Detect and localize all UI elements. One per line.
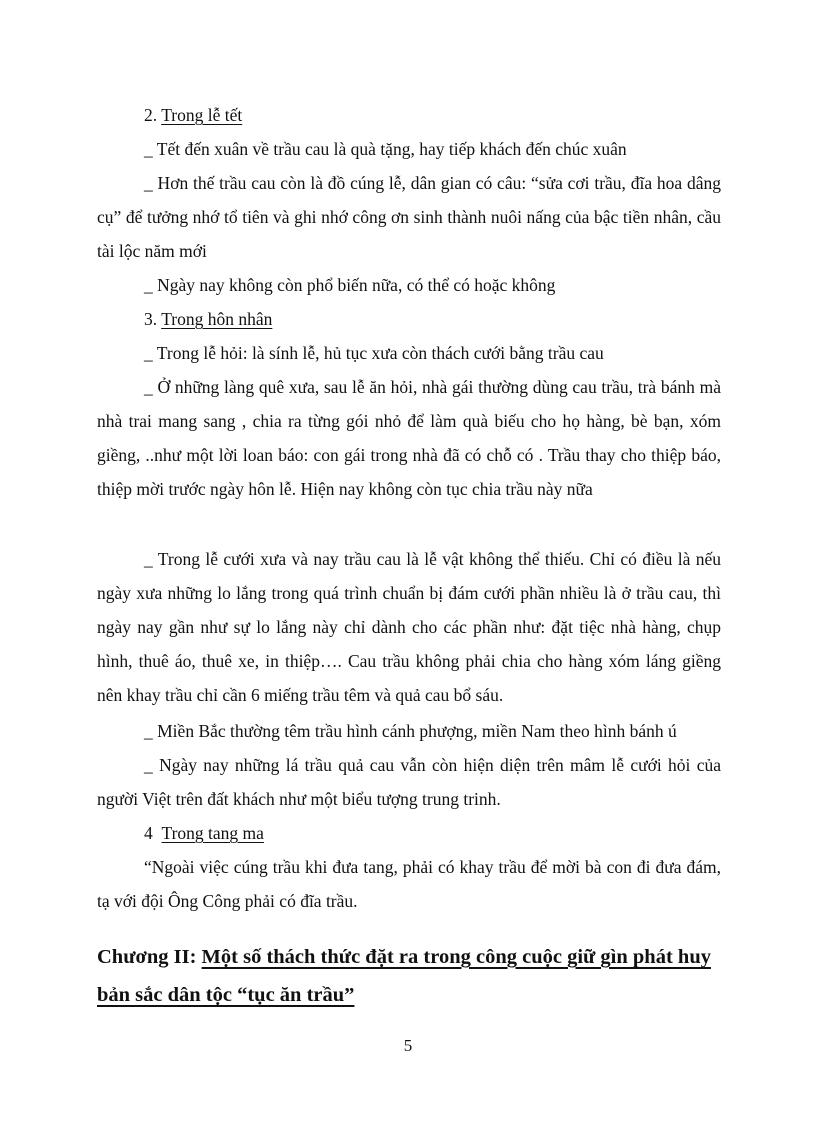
section-number: 2. [144, 105, 158, 125]
paragraph-hon-5: _ Ngày nay những lá trầu quả cau vẫn còn hiện diện trên mâm lễ cưới hỏi của người Việt trên đất khách như một biểu tượng trung trinh. [97, 755, 721, 809]
paragraph-hon-1: _ Trong lễ hỏi: là sính lễ, hủ tục xưa còn thách cưới bằng trầu cau [144, 343, 604, 363]
paragraph-tang-1: “Ngoài việc cúng trầu khi đưa tang, phải có khay trầu để mời bà con đi đưa đám, tạ với đội Ông Công phải có đĩa trầu. [97, 857, 721, 911]
section-title: Trong lễ tết [161, 105, 243, 125]
section-heading-2 [144, 98, 768, 132]
paragraph-tet-3: _ Ngày nay không còn phổ biến nữa, có thể có hoặc không [144, 275, 556, 295]
paragraph-hon-3: _ Trong lễ cưới xưa và nay trầu cau là lễ vật không thể thiếu. Chỉ có điều là nếu ngày xưa những lo lắng trong quá trình chuẩn bị đám cưới phần nhiều là ở trầu cau, thì ngày nay gần như sự lo lắng này chỉ dành cho các phần như: đặt tiệc nhà hàng, chụp hình, thuê áo, thuê xe, in thiệp…. Cau trầu không phải chia cho hàng xóm láng giềng nên khay trầu chỉ cần 6 miếng trầu têm và quả cau bổ sáu. [97, 549, 721, 705]
chapter-heading [97, 938, 737, 1014]
paragraph-hon-2: _ Ở những làng quê xưa, sau lễ ăn hỏi, nhà gái thường dùng cau trầu, trà bánh mà nhà trai mang sang , chia ra từng gói nhỏ để làm quà biếu cho họ hàng, bè bạn, xóm giềng, ..như một lời loan báo: con gái trong nhà đã có chỗ có . Trầu thay cho thiệp báo, thiệp mời trước ngày hôn lễ. Hiện nay không còn tục chia trầu này nữa [97, 377, 721, 499]
paragraph-tet-2: _ Hơn thế trầu cau còn là đồ cúng lễ, dân gian có câu: “sửa cơi trầu, đĩa hoa dâng cụ” để tưởng nhớ tổ tiên và ghi nhớ công ơn sinh thành nuôi nấng của bậc tiền nhân, cầu tài lộc năm mới [97, 173, 721, 261]
section-heading-3 [144, 302, 768, 336]
section-title: Trong hôn nhân [161, 309, 273, 329]
chapter-label: Chương II: [97, 946, 197, 968]
section-number: 4 [144, 823, 153, 843]
section-title: Trong tang ma [161, 823, 264, 843]
page-number: 5 [403, 1036, 413, 1055]
paragraph-hon-4: _ Miền Bắc thường têm trầu hình cánh phượng, miền Nam theo hình bánh ú [144, 721, 677, 741]
paragraph-tet-1: _ Tết đến xuân về trầu cau là quà tặng, hay tiếp khách đến chúc xuân [144, 139, 627, 159]
chapter-title: Một số thách thức đặt ra trong công cuộc giữ gìn phát huy bản sắc dân tộc “tục ăn trầu” [97, 946, 711, 1006]
section-number: 3. [144, 309, 158, 329]
section-heading-4 [144, 816, 768, 850]
